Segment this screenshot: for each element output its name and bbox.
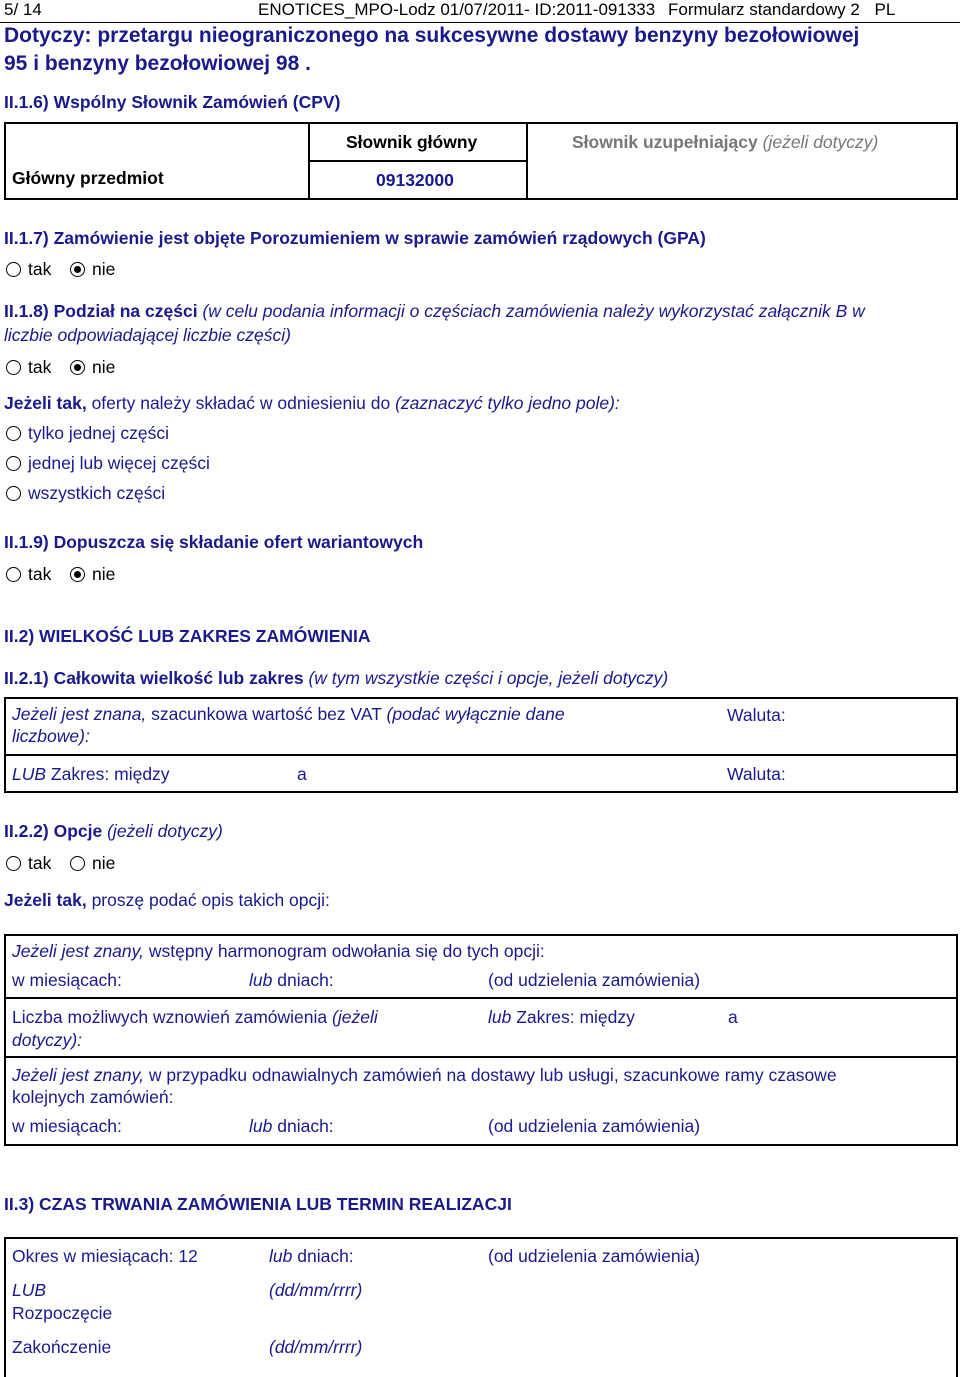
renewals-label-cont: dotyczy):	[12, 1030, 83, 1050]
renewals-range: lub Zakres: między	[488, 1007, 635, 1027]
schedule-days: lub dniach:	[249, 970, 334, 990]
gpa-no-option[interactable]: nie	[70, 259, 115, 280]
radio-empty-icon	[6, 262, 21, 277]
quantity-heading: II.2) WIELKOŚĆ LUB ZAKRES ZAMÓWIENIA	[4, 626, 371, 646]
cpv-main-header: Słownik główny	[346, 132, 478, 152]
duration-period: Okres w miesiącach: 12	[12, 1246, 198, 1266]
options-box	[4, 934, 958, 1146]
schedule-label: Jeżeli jest znany, wstępny harmonogram odwołania się do tych opcji:	[12, 941, 545, 961]
start-label: Rozpoczęcie	[12, 1303, 113, 1323]
lots-if-yes: Jeżeli tak, oferty należy składać w odniesieniu do (zaznaczyć tylko jedno pole):	[4, 393, 620, 413]
renewal-timeframe-cont: kolejnych zamówień:	[12, 1087, 174, 1107]
start-date-format: (dd/mm/rrrr)	[269, 1280, 363, 1300]
renewal-days: lub dniach:	[249, 1116, 334, 1136]
options-if-yes: Jeżeli tak, proszę podać opis takich opcji:	[4, 890, 330, 910]
form-name: Formularz standardowy 2 PL	[668, 0, 896, 19]
gpa-yes-option[interactable]: tak	[6, 259, 51, 280]
duration-heading: II.3) CZAS TRWANIA ZAMÓWIENIA LUB TERMIN REALIZACJI	[4, 1194, 512, 1214]
known-value-label: Jeżeli jest znana, szacunkowa wartość bez VAT (podać wyłącznie dane	[12, 704, 565, 724]
schedule-months: w miesiącach:	[12, 970, 122, 990]
renewal-timeframe: Jeżeli jest znany, w przypadku odnawialnych zamówień na dostawy lub usługi, szacunkowe ramy czasowe	[12, 1065, 837, 1085]
cpv-main-code: 09132000	[376, 170, 454, 190]
subject-line-1: Dotyczy: przetargu nieograniczonego na sukcesywne dostawy benzyny bezołowiowej	[4, 24, 860, 47]
schedule-from-award: (od udzielenia zamówienia)	[488, 970, 701, 990]
renewal-from-award: (od udzielenia zamówienia)	[488, 1116, 701, 1136]
radio-empty-icon	[6, 360, 21, 375]
radio-empty-icon	[70, 856, 85, 871]
range-currency-label: Waluta:	[727, 764, 786, 784]
total-quantity-heading: II.2.1) Całkowita wielkość lub zakres (w tym wszystkie części i opcje, jeżeli dotyczy)	[4, 668, 669, 688]
subject-line-2: 95 i benzyny bezołowiowej 98 .	[4, 52, 311, 75]
quantity-box-divider	[4, 754, 958, 756]
range-label: LUB Zakres: między	[12, 764, 170, 784]
range-and: a	[297, 764, 307, 784]
radio-empty-icon	[6, 426, 21, 441]
cpv-heading: II.1.6) Wspólny Słownik Zamówień (CPV)	[4, 92, 341, 112]
radio-empty-icon	[6, 856, 21, 871]
lots-option-1[interactable]: tylko jednej części	[6, 423, 169, 444]
renewal-months: w miesiącach:	[12, 1116, 122, 1136]
cpv-supp-header: Słownik uzupełniający (jeżeli dotyczy)	[572, 132, 879, 152]
radio-selected-icon	[70, 567, 85, 582]
duration-days: lub dniach:	[269, 1246, 354, 1266]
radio-empty-icon	[6, 486, 21, 501]
renewals-and: a	[728, 1007, 738, 1027]
known-value-label-cont: liczbowe):	[12, 726, 90, 746]
lots-yes-option[interactable]: tak	[6, 357, 51, 378]
duration-or: LUB	[12, 1280, 47, 1300]
lots-heading: II.1.8) Podział na części (w celu podania informacji o częściach zamówienia należy wykorzystać załącznik B w	[4, 301, 865, 321]
options-box-divider-2	[4, 1056, 958, 1058]
lots-option-3[interactable]: wszystkich części	[6, 483, 165, 504]
variants-heading: II.1.9) Dopuszcza się składanie ofert wariantowych	[4, 532, 424, 552]
variants-yes-option[interactable]: tak	[6, 564, 51, 585]
radio-empty-icon	[6, 456, 21, 471]
radio-empty-icon	[6, 567, 21, 582]
gpa-heading: II.1.7) Zamówienie jest objęte Porozumieniem w sprawie zamówień rządowych (GPA)	[4, 228, 706, 248]
cpv-divider-3	[308, 160, 528, 162]
variants-no-option[interactable]: nie	[70, 564, 115, 585]
end-date-format: (dd/mm/rrrr)	[269, 1337, 363, 1357]
lots-option-2[interactable]: jednej lub więcej części	[6, 453, 210, 474]
currency-label: Waluta:	[727, 705, 786, 725]
options-yes-option[interactable]: tak	[6, 853, 51, 874]
lots-heading-cont: liczbie odpowiadającej liczbie części)	[4, 325, 291, 345]
cpv-row-label: Główny przedmiot	[12, 168, 164, 188]
renewals-label: Liczba możliwych wznowień zamówienia (jeżeli	[12, 1007, 378, 1027]
options-no-option[interactable]: nie	[70, 853, 115, 874]
notice-id: ENOTICES_MPO-Lodz 01/07/2011- ID:2011-091333	[258, 0, 656, 19]
page-number: 5/ 14	[4, 0, 42, 19]
options-heading: II.2.2) Opcje (jeżeli dotyczy)	[4, 821, 223, 841]
options-box-divider-1	[4, 997, 958, 999]
radio-selected-icon	[70, 360, 85, 375]
lots-no-option[interactable]: nie	[70, 357, 115, 378]
radio-selected-icon	[70, 262, 85, 277]
end-label: Zakończenie	[12, 1337, 112, 1357]
duration-from-award: (od udzielenia zamówienia)	[488, 1246, 701, 1266]
